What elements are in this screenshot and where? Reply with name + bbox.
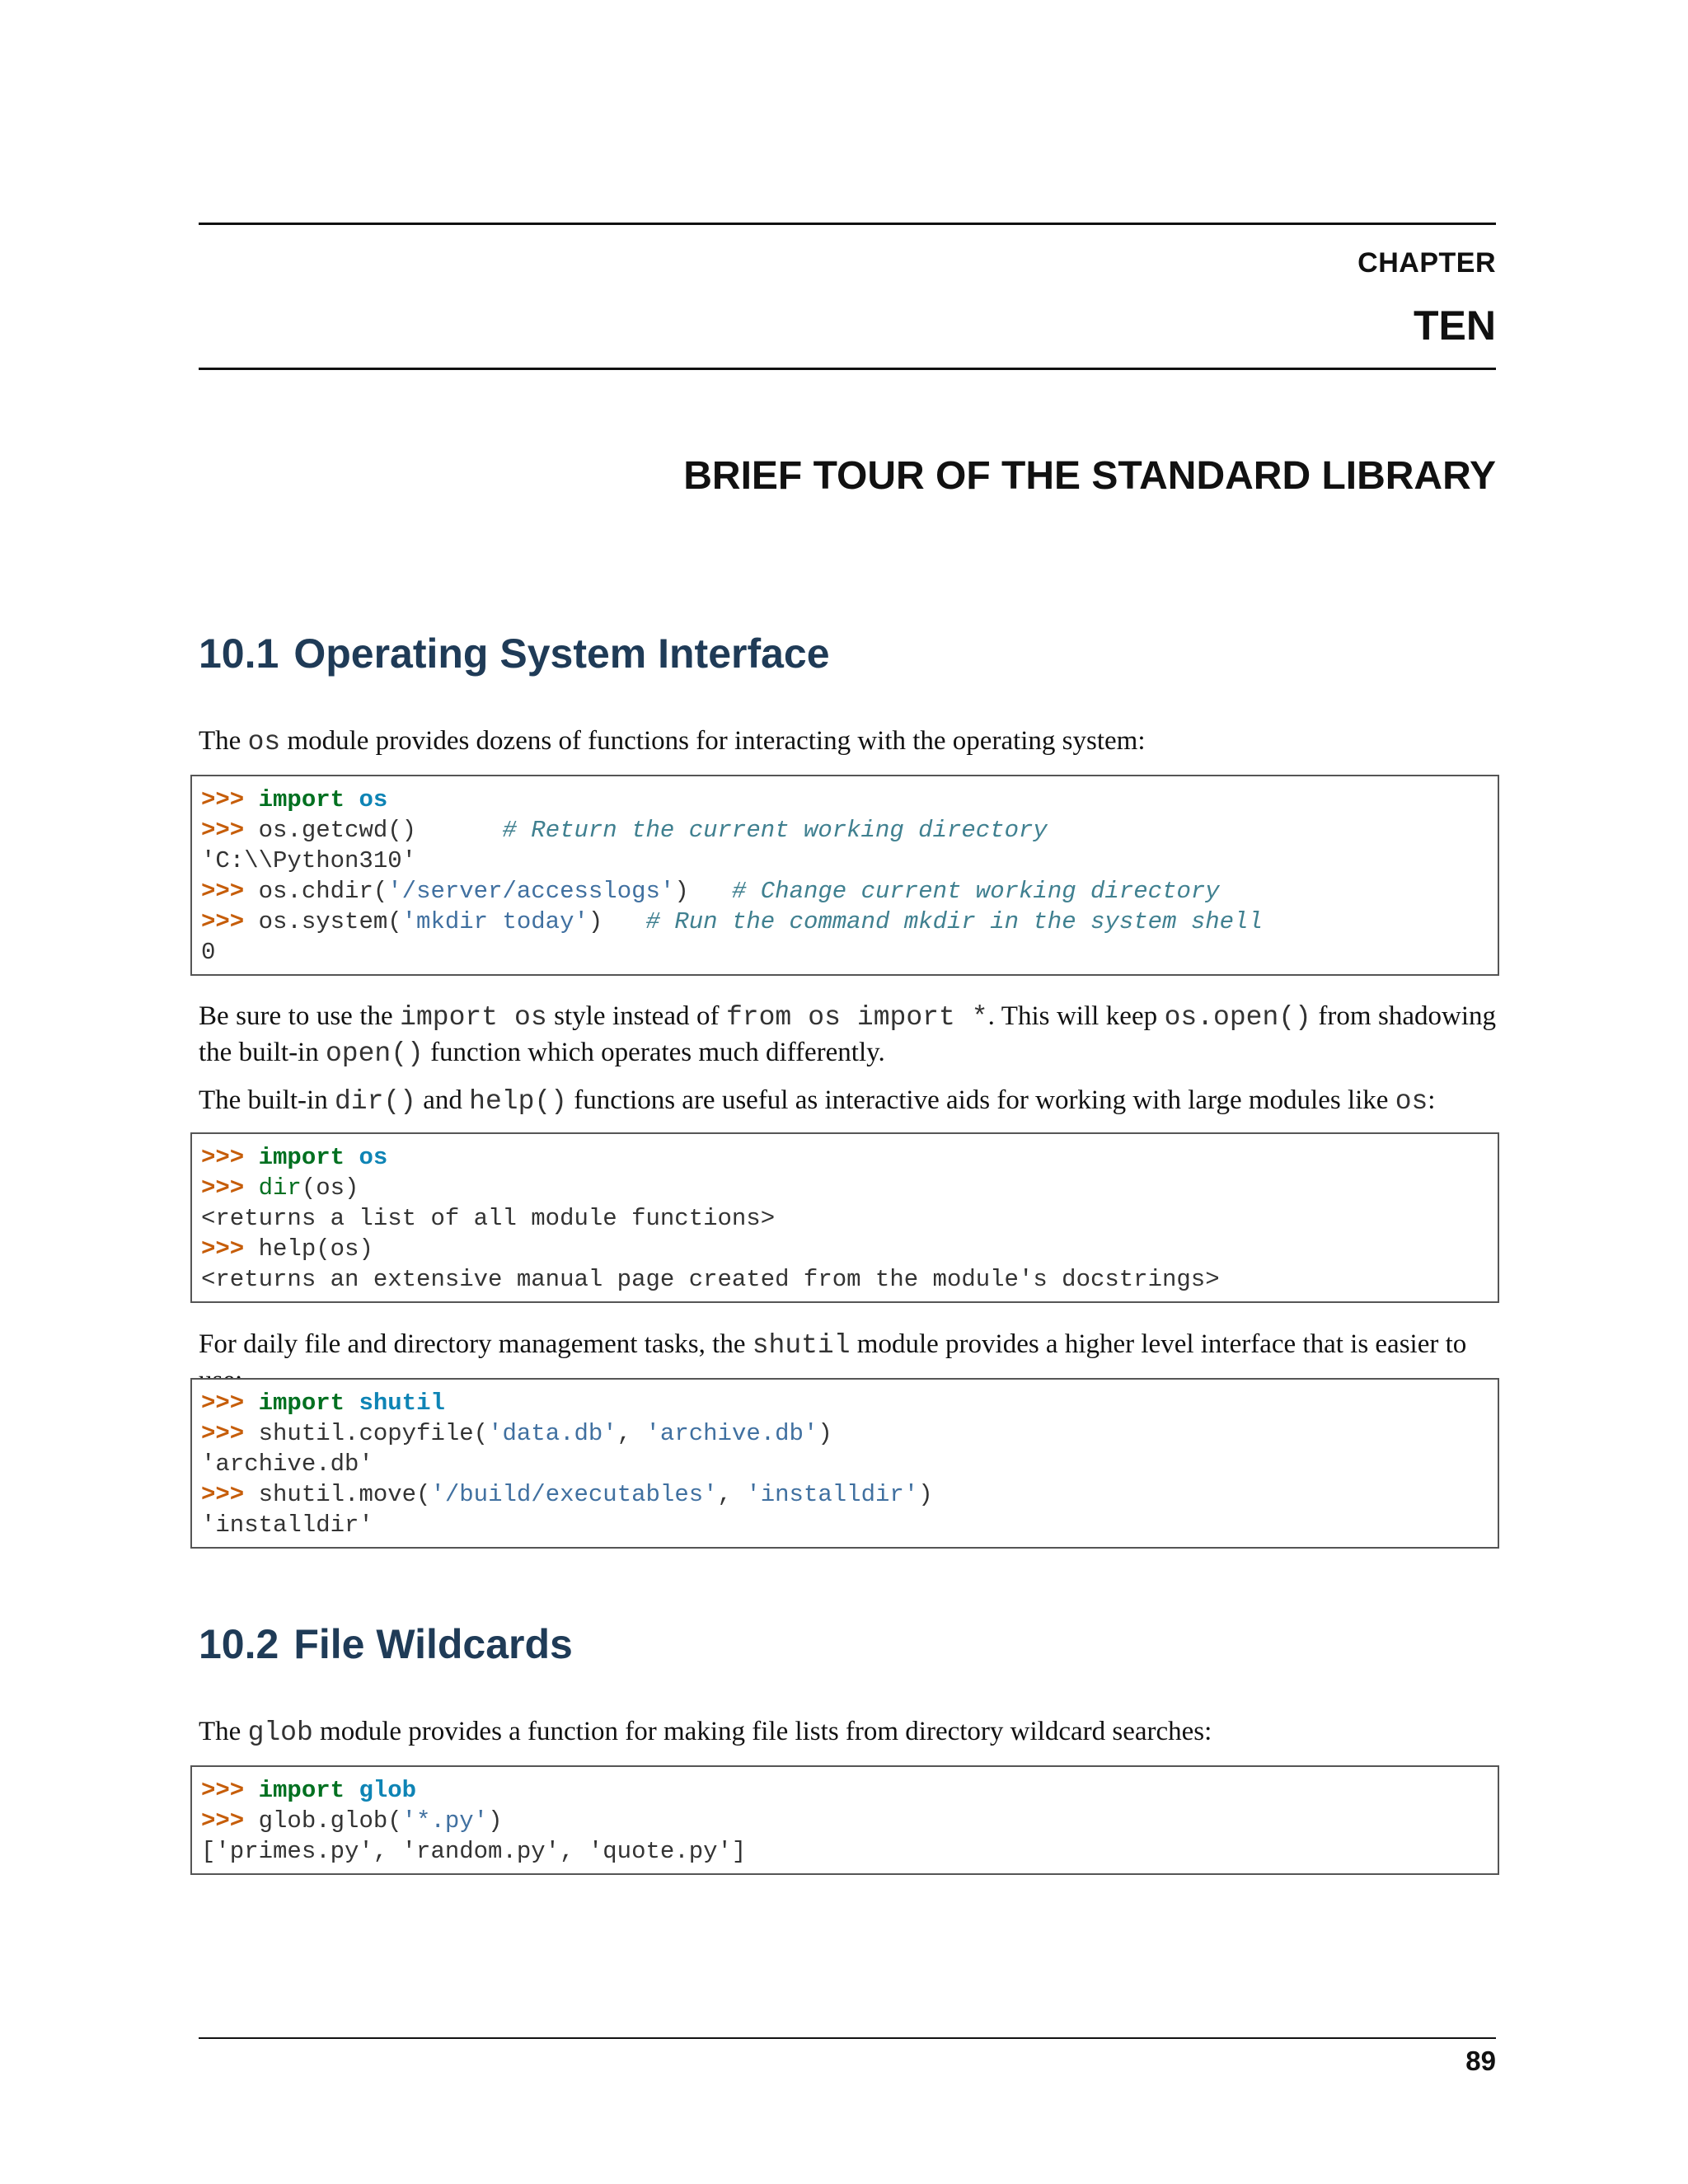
code-line [201,785,1489,815]
code-token-plain: (os) [301,1174,359,1202]
code-line [201,1142,1489,1173]
code-token-kw: import [258,1777,345,1804]
paragraph-os-intro: The os module provides dozens of functions for interacting with the operating system: [199,726,1146,757]
code-line [201,876,1489,907]
chapter-number: TEN [1414,302,1496,349]
code-line [201,1264,1489,1295]
code-token-kw: import [258,786,345,813]
code-block-glob [190,1765,1499,1875]
code-token-prompt: >>> [201,1235,259,1263]
code-token-mod: os [359,786,388,813]
section-number: 10.1 [199,630,279,677]
code-token-plain: ) [674,878,732,905]
code-token-str: 'installdir' [746,1481,919,1508]
code-token-cmt: # Return the current working directory [502,817,1048,844]
code-token-plain: help(os) [258,1235,373,1263]
code-token-kw: import [258,1144,345,1171]
code-block-shutil [190,1378,1499,1549]
code-token-prompt: >>> [201,1144,259,1171]
code-token-plain: ) [818,1420,832,1447]
section-number: 10.2 [199,1621,279,1667]
code-token-str: '/build/executables' [430,1481,718,1508]
code-line [201,1836,1489,1867]
section-heading-10-1 [199,630,830,677]
inline-code: help() [469,1086,567,1117]
code-token-plain: os.system( [258,908,402,935]
code-token-plain: ) [488,1807,503,1835]
code-token-prompt: >>> [201,878,259,905]
code-block-os [190,775,1499,976]
code-block-dir-help [190,1132,1499,1303]
code-token-str: 'mkdir today' [401,908,588,935]
code-token-prompt: >>> [201,1777,259,1804]
code-token-mod: glob [359,1777,417,1804]
code-line [201,1173,1489,1203]
section-heading-10-2 [199,1620,573,1668]
page-number: 89 [1465,2046,1496,2076]
chapter-bottom-rule [199,368,1496,370]
code-token-bi: dir [258,1174,302,1202]
code-line [201,1775,1489,1806]
code-token-plain: os.chdir( [258,878,388,905]
code-token-plain: ) [918,1481,933,1508]
code-token-prompt: >>> [201,908,259,935]
code-token-str: 'data.db' [488,1420,617,1447]
paragraph-glob: The glob module provides a function for making file lists from directory wildcard searches: [199,1717,1212,1748]
code-line [201,846,1489,876]
chapter-label: CHAPTER [1357,247,1496,279]
code-token-kw: import [258,1390,345,1417]
code-token-mod: shutil [359,1390,445,1417]
code-token-plain: glob.glob( [258,1807,402,1835]
code-token-str: '*.py' [401,1807,489,1835]
code-line [201,1510,1489,1540]
footer-rule [199,2037,1496,2039]
code-token-prompt: >>> [201,1420,259,1447]
code-token-prompt: >>> [201,817,259,844]
code-token-out: <returns an extensive manual page created from the module's docstrings> [201,1266,1220,1293]
inline-code: os.open() [1164,1002,1311,1033]
code-token-plain: shutil.copyfile( [258,1420,489,1447]
code-token-mod: os [359,1144,388,1171]
code-token-plain [345,1144,359,1171]
code-token-plain: os.getcwd() [258,817,503,844]
inline-code: glob [247,1718,313,1748]
code-token-cmt: # Change current working directory [731,878,1220,905]
code-line [201,1234,1489,1264]
paragraph-import-style: Be sure to use the import os style instead of from os import *. This will keep os.open() from shadowing the built-in open() function which operates much differently. [199,1001,1497,1069]
code-line [201,1388,1489,1418]
code-line [201,1449,1489,1479]
code-token-str: 'archive.db' [645,1420,818,1447]
code-token-plain [345,786,359,813]
code-token-cmt: # Run the command mkdir in the system shell [645,908,1263,935]
code-token-plain: , [617,1420,646,1447]
paragraph-dir-help: The built-in dir() and help() functions are useful as interactive aids for working with large modules like os: [199,1085,1436,1117]
code-token-out: <returns a list of all module functions> [201,1205,776,1232]
code-token-plain: ) [588,908,646,935]
inline-code: shutil [752,1330,851,1361]
inline-code: os [247,727,281,757]
code-line [201,1418,1489,1449]
code-token-plain [345,1390,359,1417]
code-token-prompt: >>> [201,1174,259,1202]
section-title: File Wildcards [293,1621,573,1667]
code-token-out: 'installdir' [201,1511,373,1539]
code-line [201,1806,1489,1836]
code-token-plain: , [717,1481,747,1508]
code-token-plain [345,1777,359,1804]
chapter-title: BRIEF TOUR OF THE STANDARD LIBRARY [683,454,1496,498]
code-token-str: '/server/accesslogs' [387,878,675,905]
code-token-out: ['primes.py', 'random.py', 'quote.py'] [201,1838,747,1865]
code-line [201,907,1489,937]
chapter-top-rule [199,223,1496,225]
code-token-plain: shutil.move( [258,1481,431,1508]
code-token-prompt: >>> [201,1390,259,1417]
code-token-out: 'C:\\Python310' [201,847,417,874]
paragraph-shutil: For daily file and directory management tasks, the shutil module provides a higher level interface that is easier to [199,1329,1467,1361]
section-title: Operating System Interface [293,630,830,677]
code-line [201,1203,1489,1234]
inline-code: os [1395,1086,1428,1117]
inline-code: import os [400,1002,547,1033]
code-token-prompt: >>> [201,1481,259,1508]
code-token-out: 0 [201,939,216,966]
code-token-prompt: >>> [201,786,259,813]
code-line [201,815,1489,846]
inline-code: dir() [334,1086,416,1117]
code-line [201,1479,1489,1510]
code-token-out: 'archive.db' [201,1451,373,1478]
code-line [201,937,1489,968]
code-token-prompt: >>> [201,1807,259,1835]
inline-code: from os import * [725,1002,988,1033]
inline-code: open() [325,1038,424,1069]
